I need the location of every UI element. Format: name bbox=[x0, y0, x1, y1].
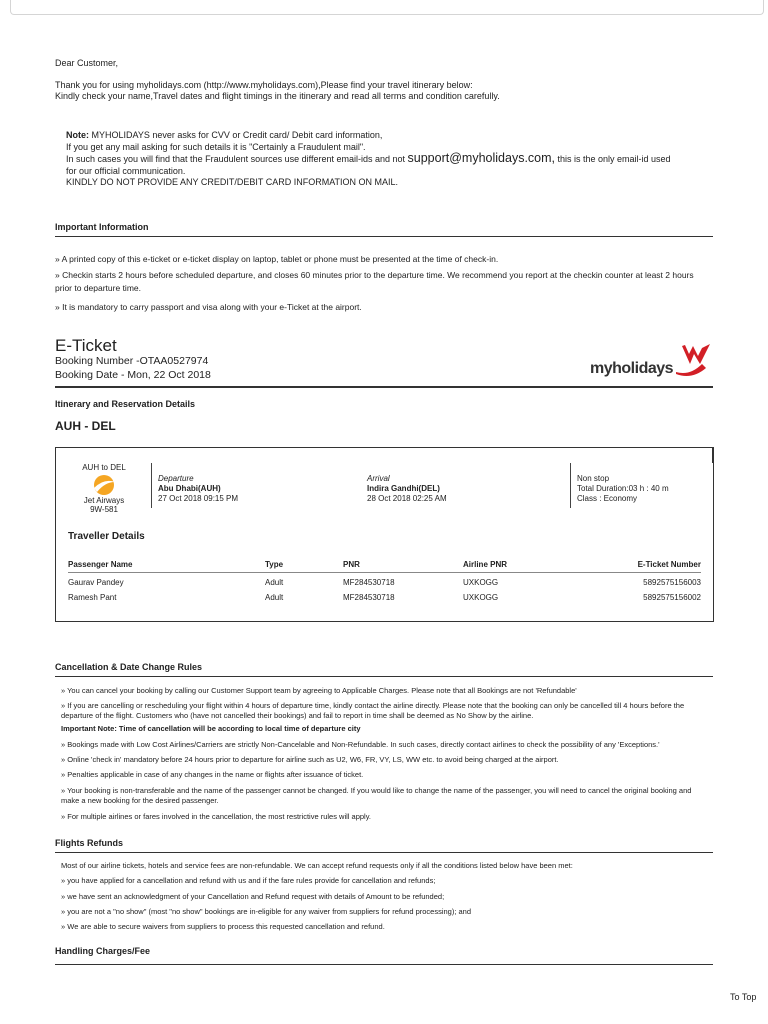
booking-date: Booking Date - Mon, 22 Oct 2018 bbox=[55, 369, 211, 381]
refund-item-1: » you have applied for a cancellation and refund with us and if the fare rules provide for cancellation and refunds; bbox=[61, 876, 436, 885]
refunds-heading: Flights Refunds bbox=[55, 838, 713, 853]
booking-number: Booking Number -OTAA0527974 bbox=[55, 355, 209, 367]
refunds-lead: Most of our airline tickets, hotels and service fees are non-refundable. We can accept refund requests only if all the conditions listed below have been met: bbox=[61, 861, 573, 870]
route-label: AUH to DEL bbox=[82, 463, 126, 472]
arrival-label: Arrival bbox=[367, 474, 390, 483]
refund-item-4: » We are able to secure waivers from suppliers to process this requested cancellation and refund. bbox=[61, 922, 385, 931]
important-item-3: » It is mandatory to carry passport and visa along with your e-Ticket at the airport. bbox=[55, 302, 362, 312]
passenger-eticket: 5892575156002 bbox=[643, 593, 701, 602]
departure-label: Departure bbox=[158, 474, 194, 483]
departure-airport: Abu Dhabi(AUH) bbox=[158, 484, 221, 493]
note-label: Note: bbox=[66, 130, 89, 140]
intro-line-2: Kindly check your name,Travel dates and flight timings in the itinerary and read all terms and condition carefully. bbox=[55, 91, 500, 101]
eticket-title: E-Ticket bbox=[55, 336, 117, 355]
note-line-3: In such cases you will find that the Fraudulent sources use different email-ids and not bbox=[66, 154, 408, 164]
note-line-5: KINDLY DO NOT PROVIDE ANY CREDIT/DEBIT CARD INFORMATION ON MAIL. bbox=[66, 177, 399, 187]
refund-item-3: » you are not a "no show" (most "no show" bookings are in-eligible for any waiver from suppliers for refund processing); and bbox=[61, 907, 472, 916]
arrival-time: 28 Oct 2018 02:25 AM bbox=[367, 494, 447, 503]
passenger-type: Adult bbox=[265, 578, 284, 587]
divider bbox=[55, 386, 713, 388]
intro-line-1: Thank you for using myholidays.com (http://www.myholidays.com),Please find your travel itinerary below: bbox=[55, 80, 473, 90]
col-passenger-name: Passenger Name bbox=[68, 560, 265, 573]
jet-airways-icon bbox=[91, 474, 117, 496]
departure-block bbox=[158, 474, 238, 504]
itinerary-heading: Itinerary and Reservation Details bbox=[55, 399, 196, 409]
cancel-item-1: » You can cancel your booking by calling our Customer Support team by agreeing to Applicable Charges. Please note that all Bookings are not 'Refundable' bbox=[61, 686, 577, 695]
cancel-important-note: Important Note: Time of cancellation will be according to local time of departure city bbox=[61, 724, 361, 733]
passenger-pnr: MF284530718 bbox=[343, 593, 395, 602]
flight-number: 9W-581 bbox=[90, 505, 118, 514]
flight-card bbox=[55, 447, 714, 622]
greeting: Dear Customer, bbox=[55, 58, 119, 68]
cancel-item-5: » Penalties applicable in case of any changes in the name or flights after issuance of ticket. bbox=[61, 770, 364, 779]
note-line-2: If you get any mail asking for such details it is "Certainly a Fraudulent mail". bbox=[66, 141, 366, 152]
note-line-3-end: this is the only email-id used bbox=[555, 154, 671, 164]
passenger-name: Gaurav Pandey bbox=[68, 578, 124, 587]
passenger-type: Adult bbox=[265, 593, 284, 602]
fraud-note bbox=[66, 130, 716, 189]
col-pnr: PNR bbox=[343, 560, 463, 573]
arrival-block bbox=[367, 474, 447, 504]
intro bbox=[55, 80, 500, 102]
airline-name: Jet Airways bbox=[83, 496, 125, 505]
important-item-2: » Checkin starts 2 hours before scheduled departure, and closes 60 minutes prior to the departure time. We recommend you report at the checkin counter at least 2 hours prior to departure time. bbox=[55, 270, 694, 293]
handling-heading: Handling Charges/Fee bbox=[55, 946, 713, 965]
departure-time: 27 Oct 2018 09:15 PM bbox=[158, 494, 239, 503]
important-info-heading: Important Information bbox=[55, 222, 713, 237]
important-item-1: » A printed copy of this e-ticket or e-ticket display on laptop, tablet or phone must be presented at the time of check-in. bbox=[55, 254, 499, 264]
airline-block bbox=[74, 463, 134, 514]
table-header-row bbox=[68, 560, 701, 573]
cancel-item-6: » Your booking is non-transferable and the name of the passenger cannot be changed. If you would like to change the name of the passenger, you will need to cancel the original booking and make a new booking for the desired passenger. bbox=[61, 786, 692, 805]
cancel-item-7: » For multiple airlines or fares involved in the cancellation, the most restrictive rules will apply. bbox=[61, 812, 371, 821]
cancel-item-2: » If you are cancelling or rescheduling your flight within 4 hours of departure time, kindly contact the airline directly. Please note that the booking can only be cancelled till 4 hours before the departure of the flight. Customers who (have not cancelled their bookings) and fail to report in time shall be deemed as No Show by the airline. bbox=[61, 701, 685, 720]
passenger-airline-pnr: UXKOGG bbox=[463, 578, 499, 587]
support-email: support@myholidays.com, bbox=[407, 151, 555, 165]
cancel-item-4: » Online 'check in' mandatory before 24 hours prior to departure for airline such as U2, W6, FR, VY, LS, WW etc. to avoid being charged at the airport. bbox=[61, 755, 559, 764]
traveller-heading: Traveller Details bbox=[68, 531, 145, 542]
col-eticket-number: E-Ticket Number bbox=[583, 560, 701, 573]
top-frame bbox=[0, 0, 768, 22]
note-line-4: for our official communication. bbox=[66, 165, 186, 176]
table-row bbox=[68, 573, 701, 589]
passenger-name: Ramesh Pant bbox=[68, 593, 117, 602]
cancellation-heading: Cancellation & Date Change Rules bbox=[55, 662, 713, 677]
duration: Total Duration:03 h : 40 m bbox=[577, 484, 669, 493]
arrival-airport: Indira Gandhi(DEL) bbox=[367, 484, 440, 493]
table-row bbox=[68, 588, 701, 603]
flight-summary bbox=[577, 474, 669, 504]
to-top-link[interactable]: To Top bbox=[730, 992, 757, 1002]
passenger-eticket: 5892575156003 bbox=[643, 578, 701, 587]
passenger-pnr: MF284530718 bbox=[343, 578, 395, 587]
col-type: Type bbox=[265, 560, 343, 573]
refund-item-2: » we have sent an acknowledgment of your Cancellation and Refund request with details of Amount to be refunded; bbox=[61, 892, 445, 901]
cancel-item-3: » Bookings made with Low Cost Airlines/Carriers are strictly Non-Cancelable and Non-Refundable. In such cases, directly contact airlines to check the possibility of any 'Exceptions.' bbox=[61, 740, 660, 749]
logo-text: myholidays bbox=[590, 360, 674, 377]
col-airline-pnr: Airline PNR bbox=[463, 560, 583, 573]
traveller-table bbox=[68, 560, 701, 603]
cabin-class: Class : Economy bbox=[577, 494, 638, 503]
passenger-airline-pnr: UXKOGG bbox=[463, 593, 499, 602]
route-title: AUH - DEL bbox=[55, 419, 116, 433]
note-line-1: MYHOLIDAYS never asks for CVV or Credit card/ Debit card information, bbox=[89, 130, 383, 140]
myholidays-logo bbox=[590, 342, 715, 382]
stops: Non stop bbox=[577, 474, 610, 483]
